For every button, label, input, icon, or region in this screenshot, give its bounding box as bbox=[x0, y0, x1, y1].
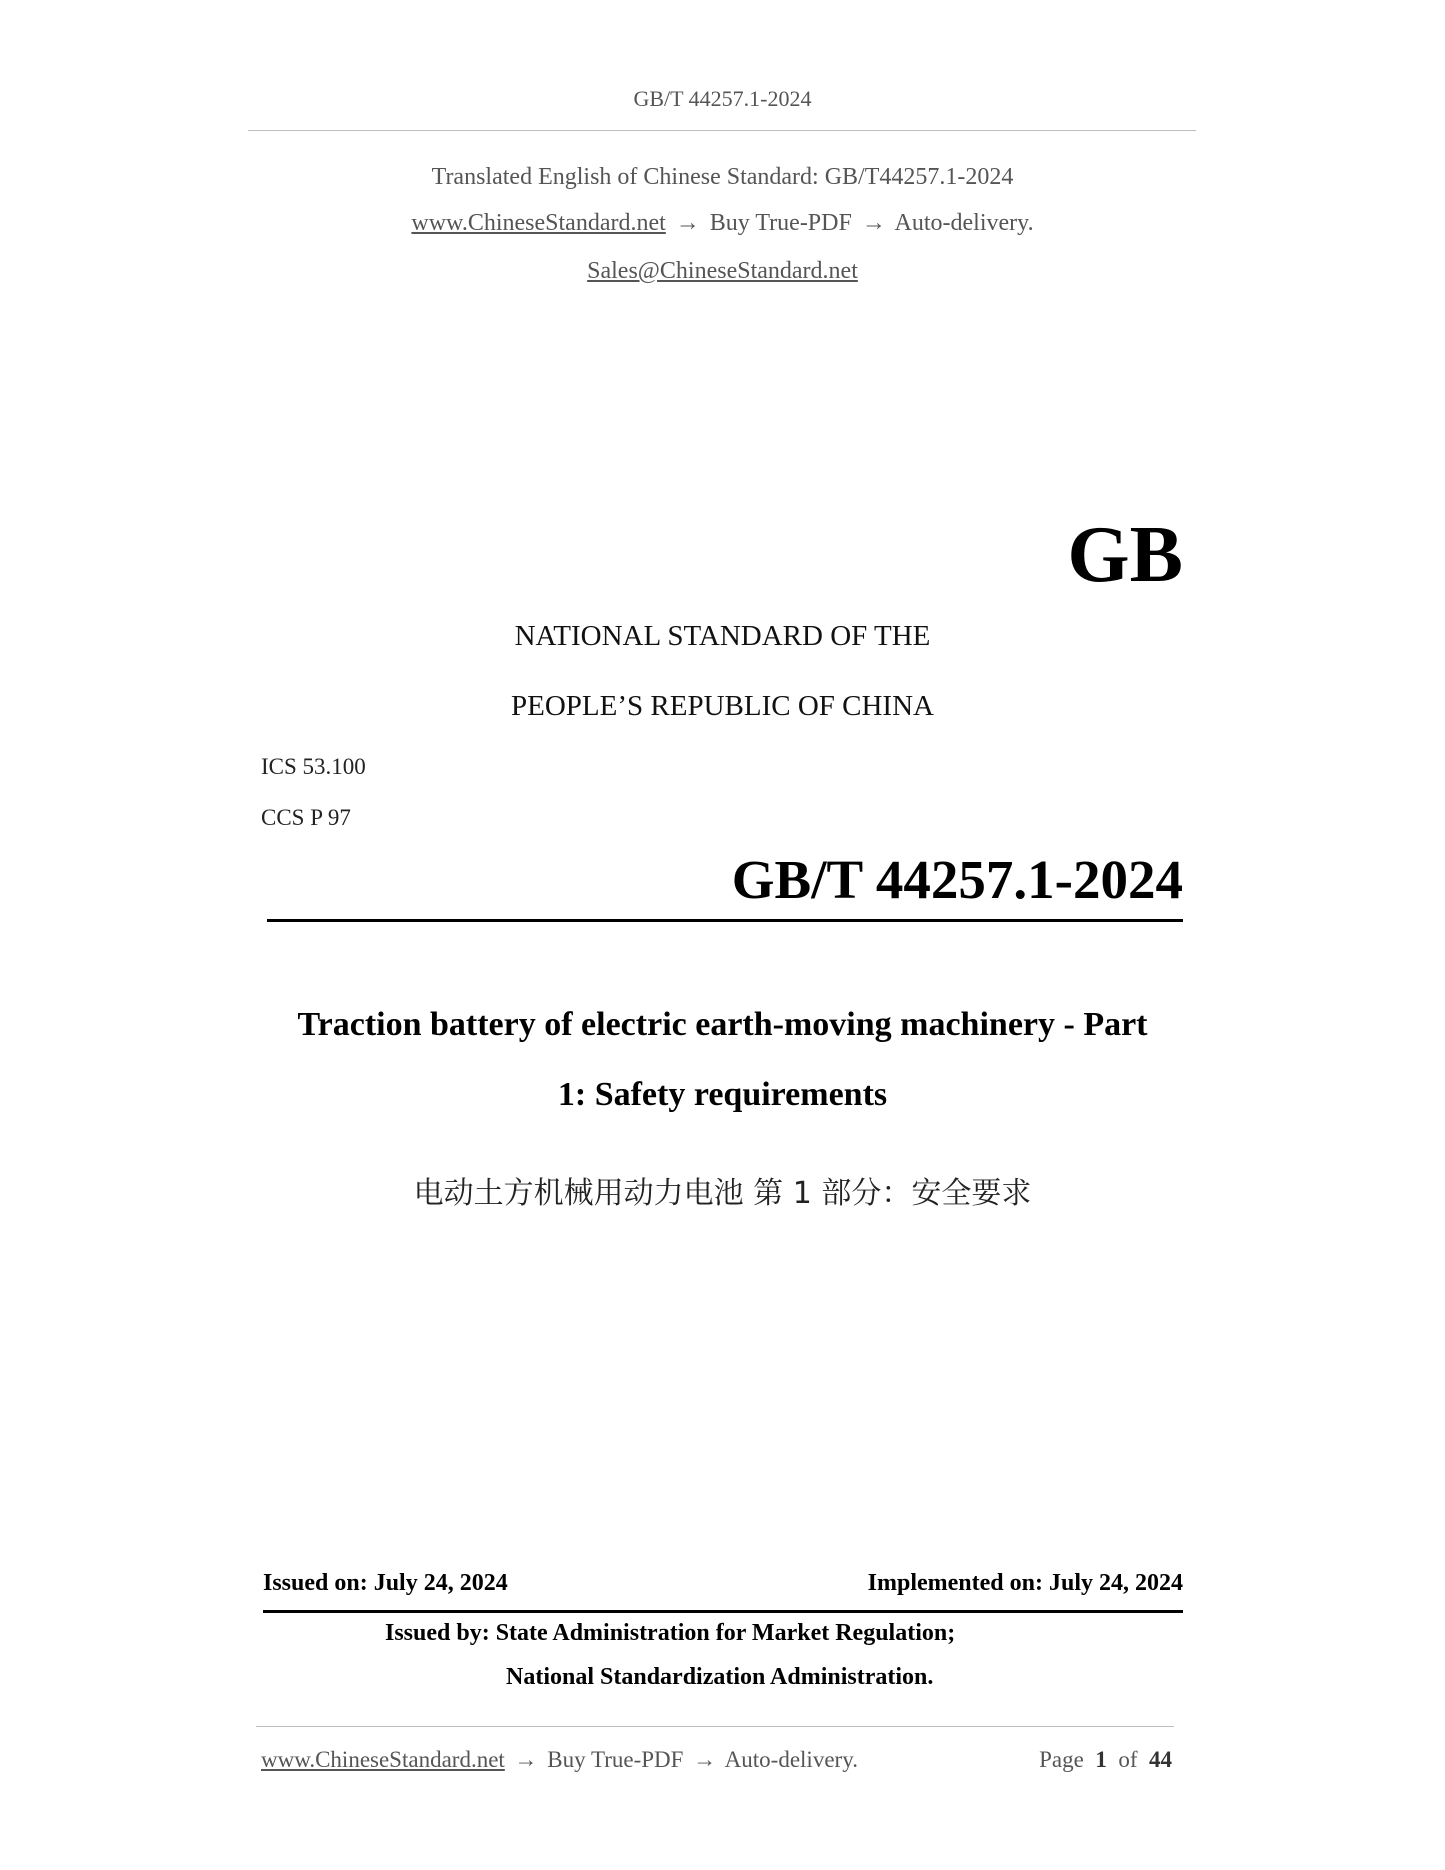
gb-mark: GB bbox=[1067, 511, 1183, 599]
arrow-right-icon: → bbox=[514, 1747, 538, 1772]
national-standard-line2: PEOPLE’S REPUBLIC OF CHINA bbox=[511, 690, 934, 722]
buy-text: Buy True-PDF bbox=[709, 210, 852, 236]
of-label: of bbox=[1118, 1747, 1138, 1772]
header-divider bbox=[248, 130, 1196, 131]
issued-on-date: Issued on: July 24, 2024 bbox=[263, 1570, 508, 1596]
delivery-text: Auto-delivery. bbox=[894, 210, 1034, 236]
arrow-right-icon: → bbox=[693, 1747, 717, 1772]
running-header: GB/T 44257.1-2024 bbox=[633, 86, 812, 111]
document-title-line2: 1: Safety requirements bbox=[557, 1076, 888, 1113]
dates-rule bbox=[263, 1610, 1183, 1613]
arrow-right-icon: → bbox=[861, 210, 886, 236]
issuer-line1: Issued by: State Administration for Market Regulation; bbox=[385, 1620, 956, 1646]
implemented-on-date: Implemented on: July 24, 2024 bbox=[867, 1570, 1183, 1596]
standard-number: GB/T 44257.1-2024 bbox=[731, 849, 1183, 910]
chinese-title: 电动土方机械用动力电池 第 1 部分：安全要求 bbox=[413, 1176, 1032, 1211]
ics-code: ICS 53.100 bbox=[261, 754, 366, 779]
page-label: Page bbox=[1039, 1747, 1084, 1772]
footer-promo bbox=[261, 1747, 858, 1773]
site-link[interactable]: www.ChineseStandard.net bbox=[411, 210, 666, 236]
document-title-line1: Traction battery of electric earth-moving machinery - Part bbox=[297, 1006, 1148, 1043]
footer-site-link[interactable]: www.ChineseStandard.net bbox=[261, 1747, 505, 1772]
page-total: 44 bbox=[1149, 1747, 1172, 1772]
promo-buy-line bbox=[0, 210, 1445, 237]
footer-delivery-text: Auto-delivery. bbox=[724, 1747, 858, 1772]
national-standard-line1: NATIONAL STANDARD OF THE bbox=[514, 620, 931, 652]
standard-number-rule bbox=[267, 919, 1183, 922]
ccs-code: CCS P 97 bbox=[261, 805, 351, 830]
sales-email-row bbox=[0, 258, 1445, 285]
page-indicator bbox=[1039, 1747, 1172, 1773]
footer-buy-text: Buy True-PDF bbox=[547, 1747, 684, 1772]
translation-notice: Translated English of Chinese Standard: GB/T44257.1-2024 bbox=[431, 164, 1014, 190]
footer-divider bbox=[256, 1726, 1174, 1727]
issuer-line2: National Standardization Administration. bbox=[506, 1664, 934, 1690]
sales-email-link[interactable]: Sales@ChineseStandard.net bbox=[587, 258, 858, 284]
arrow-right-icon: → bbox=[675, 210, 700, 236]
page-current: 1 bbox=[1095, 1747, 1107, 1772]
